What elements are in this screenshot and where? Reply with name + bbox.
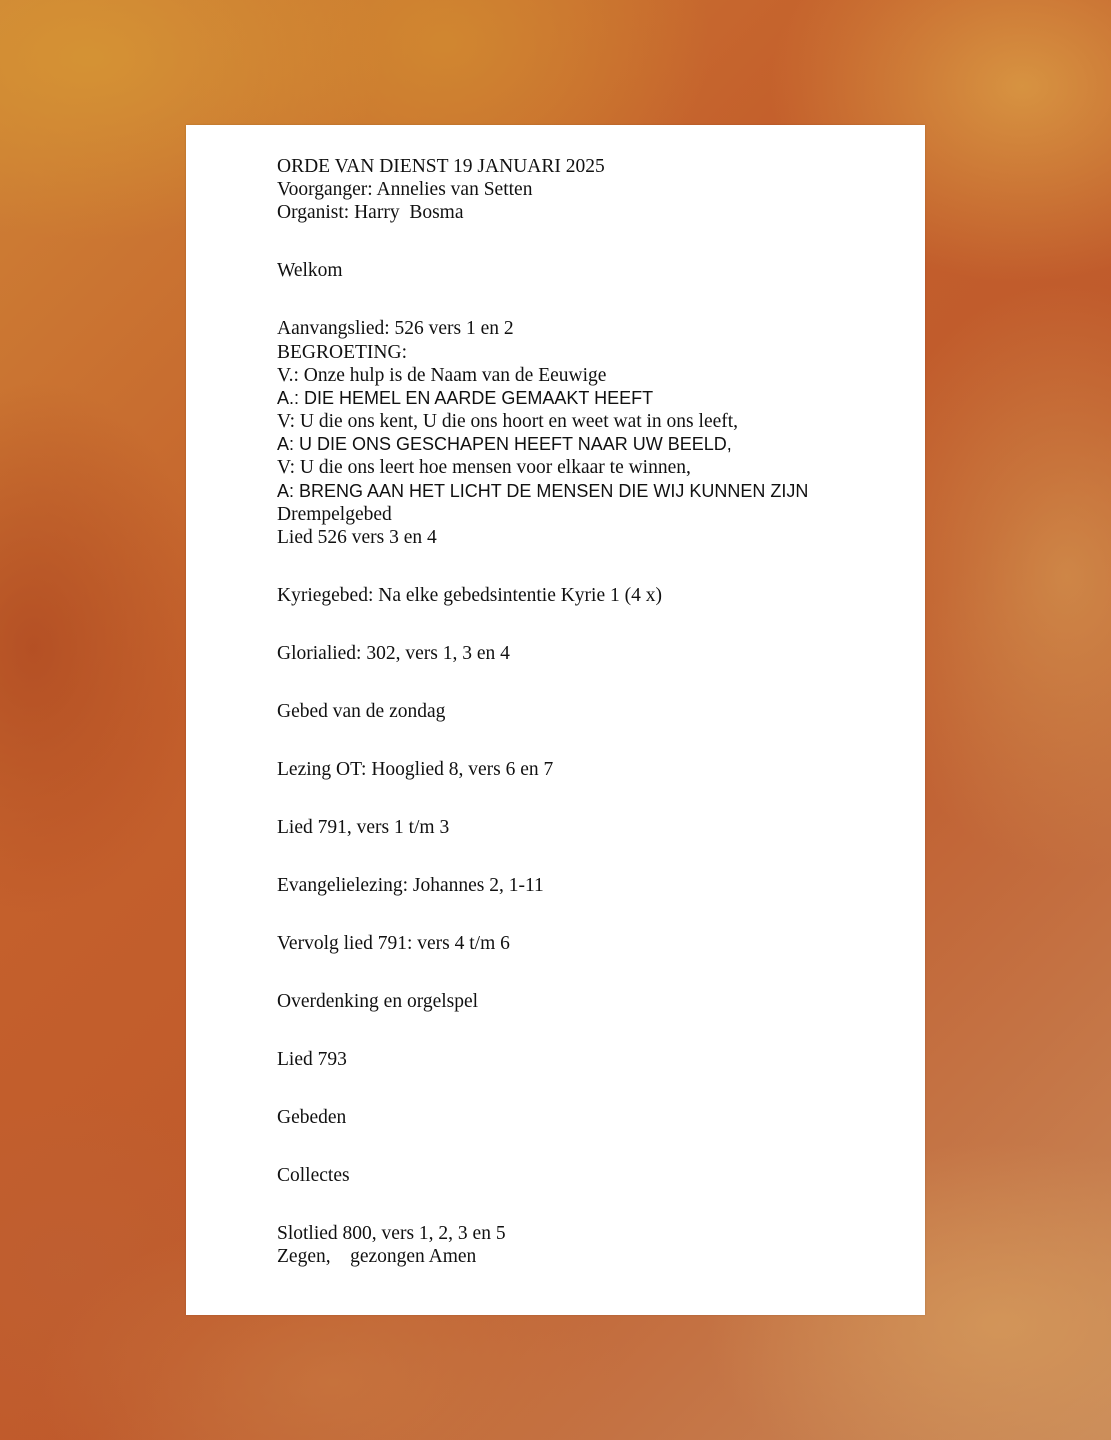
organist-line: Organist: Harry Bosma <box>277 202 464 224</box>
order-of-service-sheet <box>186 125 925 1315</box>
liturgy-a1: A.: DIE HEMEL EN AARDE GEMAAKT HEEFT <box>277 387 654 408</box>
spacer <box>277 549 905 584</box>
spacer <box>277 1187 905 1222</box>
spacer <box>277 723 905 758</box>
slotlied-line: Slotlied 800, vers 1, 2, 3 en 5 <box>277 1222 506 1244</box>
liturgy-a2: A: U DIE ONS GESCHAPEN HEEFT NAAR UW BEELD, <box>277 434 732 455</box>
service-item: Overdenking en orgelspel <box>277 990 479 1012</box>
zegen-line: Zegen, gezongen Amen <box>277 1246 477 1268</box>
service-item: Lied 793 <box>277 1048 347 1070</box>
spacer <box>277 607 905 642</box>
begroeting-heading: BEGROETING: <box>277 341 407 363</box>
service-item: Kyriegebed: Na elke gebedsintentie Kyrie 1 (4 x) <box>277 585 662 607</box>
service-item: Gebed van de zondag <box>277 700 446 722</box>
liturgy-v3: V: U die ons leert hoe mensen voor elkaar te winnen, <box>277 457 691 479</box>
welkom-line: Welkom <box>277 260 343 282</box>
spacer <box>277 897 905 932</box>
service-item: Lied 791, vers 1 t/m 3 <box>277 816 450 838</box>
spacer <box>277 839 905 874</box>
spacer <box>277 225 905 260</box>
spacer <box>277 1129 905 1164</box>
service-item: Collectes <box>277 1164 350 1186</box>
liturgy-a3: A: BRENG AAN HET LICHT DE MENSEN DIE WIJ KUNNEN ZIJN <box>277 480 809 501</box>
spacer <box>277 1013 905 1048</box>
spacer <box>277 665 905 700</box>
voorganger-line: Voorganger: Annelies van Setten <box>277 179 533 201</box>
spacer <box>277 283 905 318</box>
spacer <box>277 1071 905 1106</box>
drempelgebed-line: Drempelgebed <box>277 503 392 525</box>
service-item: Evangelielezing: Johannes 2, 1-11 <box>277 874 544 896</box>
liturgy-v2: V: U die ons kent, U die ons hoort en weet wat in ons leeft, <box>277 411 739 433</box>
lied-526-line: Lied 526 vers 3 en 4 <box>277 527 437 549</box>
aanvangslied-line: Aanvangslied: 526 vers 1 en 2 <box>277 318 514 340</box>
liturgy-v1: V.: Onze hulp is de Naam van de Eeuwige <box>277 364 607 386</box>
spacer <box>277 781 905 816</box>
spacer <box>277 955 905 990</box>
service-item: Vervolg lied 791: vers 4 t/m 6 <box>277 932 510 954</box>
document-title: ORDE VAN DIENST 19 JANUARI 2025 <box>277 156 605 177</box>
service-item: Glorialied: 302, vers 1, 3 en 4 <box>277 643 510 664</box>
service-item: Gebeden <box>277 1106 347 1128</box>
service-item: Lezing OT: Hooglied 8, vers 6 en 7 <box>277 758 554 780</box>
